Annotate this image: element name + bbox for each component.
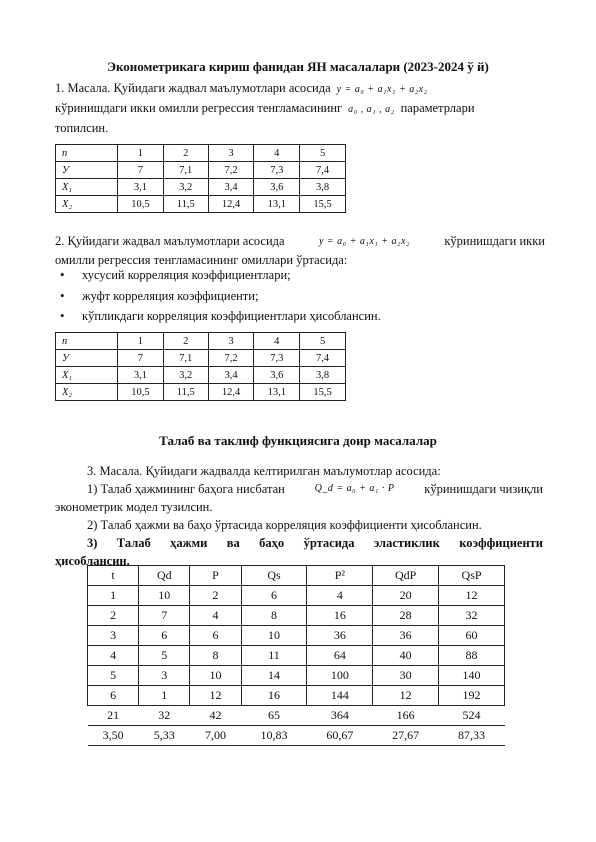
table-cell: 10,83 (241, 726, 307, 746)
table-cell: 3,4 (208, 367, 254, 384)
table-cell: 2 (88, 606, 139, 626)
table-cell: 192 (439, 686, 505, 706)
table-cell: 3,6 (254, 179, 300, 196)
table-cell: 6 (88, 686, 139, 706)
column-header: QdP (373, 566, 439, 586)
row-header: X₂ (56, 196, 118, 213)
table-cell: 13,1 (254, 384, 300, 401)
table-row (88, 626, 505, 646)
table-cell: 7,1 (163, 162, 208, 179)
problem-2-line-2: омилли регрессия тенгламасининг омиллари ўртасида: (55, 253, 348, 267)
table-cell: 16 (241, 686, 307, 706)
table-cell: 3,50 (88, 726, 139, 746)
row-header: У (56, 162, 118, 179)
parameters-formula: a₀ , a₁ , a₂ (348, 104, 395, 115)
table-cell: 3,8 (300, 179, 346, 196)
row-header: n (56, 333, 118, 350)
problem-3-text (55, 462, 543, 570)
table-cell: 7 (118, 350, 164, 367)
table-cell: 12 (373, 686, 439, 706)
table-cell: 13,1 (254, 196, 300, 213)
table-cell: 5 (139, 646, 190, 666)
data-table-1 (55, 144, 346, 213)
problem-3-line-3: эконометрик модел тузилсин. (55, 500, 213, 514)
table-cell: 20 (373, 586, 439, 606)
column-header: t (88, 566, 139, 586)
table-cell: 3,1 (118, 367, 164, 384)
column-header: Qs (241, 566, 307, 586)
problem-3-line-5: 3) Талаб ҳажми ва баҳо ўртасида эластиклик коэффициенти (87, 536, 543, 550)
table-cell: 3,6 (254, 367, 300, 384)
table-cell: 36 (373, 626, 439, 646)
table-cell: 7 (139, 606, 190, 626)
problem-1-line-2: кўринишдаги икки омилли регрессия тенгламасининг a₀ , a₁ , a₂ параметрлари (55, 101, 475, 115)
table-cell: 524 (439, 706, 505, 726)
table-cell: 3,1 (118, 179, 164, 196)
table-row (56, 145, 346, 162)
column-header: Qd (139, 566, 190, 586)
table-cell: 4 (254, 145, 300, 162)
table-cell: 12,4 (208, 196, 254, 213)
table-cell: 15,5 (300, 384, 346, 401)
table-cell: 8 (190, 646, 241, 666)
table-cell: 14 (241, 666, 307, 686)
table-cell: 6 (139, 626, 190, 646)
table-cell: 87,33 (439, 726, 505, 746)
table-cell: 36 (307, 626, 373, 646)
table-cell: 30 (373, 666, 439, 686)
table-row (56, 162, 346, 179)
table-cell: 3 (139, 666, 190, 686)
demand-formula: Q_d = a₀ + a₁ · P (314, 483, 395, 494)
table-cell: 6 (241, 586, 307, 606)
table-cell: 21 (88, 706, 139, 726)
table-cell: 32 (439, 606, 505, 626)
table-cell: 60 (439, 626, 505, 646)
bullet-item: • кўпликдаги корреляция коэффициентлари ҳисоблансин. (60, 306, 381, 327)
table-cell: 7,2 (208, 350, 254, 367)
table-cell: 4 (307, 586, 373, 606)
table-cell: 40 (373, 646, 439, 666)
table-row (88, 586, 505, 606)
table-cell: 10 (241, 626, 307, 646)
table-cell: 28 (373, 606, 439, 626)
table-cell: 10 (139, 586, 190, 606)
section-title: Талаб ва таклиф функциясига доир масалалар (159, 433, 437, 448)
data-table-2 (55, 332, 346, 401)
table-cell: 42 (190, 706, 241, 726)
table-cell: 88 (439, 646, 505, 666)
table-cell: 2 (163, 145, 208, 162)
table-cell: 10 (190, 666, 241, 686)
table-cell: 4 (88, 646, 139, 666)
regression-formula-2: y = a₀ + a₁x₁ + a₂x₂ (318, 236, 410, 247)
table-cell: 5,33 (139, 726, 190, 746)
table-cell: 10,5 (118, 384, 164, 401)
table-cell: 144 (307, 686, 373, 706)
problem-3-line-2: 1) Талаб ҳажмининг баҳога нисбатан Q_d = a₀ + a₁ · P кўринишдаги чизиқли (87, 482, 543, 496)
table-cell: 27,67 (373, 726, 439, 746)
table-cell: 32 (139, 706, 190, 726)
table-cell: 7,00 (190, 726, 241, 746)
table-cell: 6 (190, 626, 241, 646)
table-row (56, 384, 346, 401)
table-cell: 3 (208, 145, 254, 162)
table-cell: 60,67 (307, 726, 373, 746)
table-cell: 7,3 (254, 162, 300, 179)
problem-1-line-1: 1. Масала. Қуйидаги жадвал маълумотлари асосида y = a₀ + a₁x₁ + a₂x₂ (55, 81, 428, 95)
table-cell: 64 (307, 646, 373, 666)
table-row (56, 196, 346, 213)
problem-2-line-1: 2. Қуйидаги жадвал маълумотлари асосида y = a₀ + a₁x₁ + a₂x₂ кўринишдаги икки (55, 232, 545, 251)
table-cell: 16 (307, 606, 373, 626)
table-cell: 7 (118, 162, 164, 179)
table-cell: 3 (208, 333, 254, 350)
problem-1-line-3: топилсин. (55, 121, 109, 135)
row-header: X₁ (56, 367, 118, 384)
column-header: P² (307, 566, 373, 586)
bullet-list (60, 265, 381, 327)
table-cell: 1 (139, 686, 190, 706)
table-cell: 8 (241, 606, 307, 626)
table-cell: 1 (118, 333, 164, 350)
table-cell: 12 (439, 586, 505, 606)
table-header-row (88, 566, 505, 586)
demand-supply-table (87, 565, 505, 746)
row-header: n (56, 145, 118, 162)
table-cell: 100 (307, 666, 373, 686)
table-cell: 5 (300, 333, 346, 350)
table-cell: 12 (190, 686, 241, 706)
table-cell: 7,4 (300, 350, 346, 367)
table-row (56, 179, 346, 196)
table-cell: 11 (241, 646, 307, 666)
problem-1-text (55, 79, 545, 138)
table-cell: 11,5 (163, 384, 208, 401)
table-cell: 166 (373, 706, 439, 726)
table-cell: 4 (254, 333, 300, 350)
table-cell: 12,4 (208, 384, 254, 401)
table-cell: 7,2 (208, 162, 254, 179)
table-cell: 3,4 (208, 179, 254, 196)
table-cell: 15,5 (300, 196, 346, 213)
table-row (56, 333, 346, 350)
table-cell: 364 (307, 706, 373, 726)
page-title: Эконометрикага кириш фанидан ЯН масалалари (2023-2024 ў й) (107, 59, 489, 74)
totals-row (88, 706, 505, 726)
table-cell: 4 (190, 606, 241, 626)
averages-row (88, 726, 505, 746)
table-cell: 140 (439, 666, 505, 686)
row-header: X₂ (56, 384, 118, 401)
row-header: X₁ (56, 179, 118, 196)
table-row (56, 367, 346, 384)
column-header: QsP (439, 566, 505, 586)
table-cell: 10,5 (118, 196, 164, 213)
table-row (88, 606, 505, 626)
bullet-item: • хусусий корреляция коэффициентлари; (60, 265, 381, 286)
table-row (88, 646, 505, 666)
table-cell: 3 (88, 626, 139, 646)
problem-3-line-4: 2) Талаб ҳажми ва баҳо ўртасида корреляция коэффициенти ҳисоблансин. (87, 518, 482, 532)
bullet-item: • жуфт корреляция коэффициенти; (60, 286, 381, 307)
table-cell: 2 (190, 586, 241, 606)
table-cell: 7,1 (163, 350, 208, 367)
problem-3-line-1: 3. Масала. Қуйидаги жадвалда келтирилган маълумотлар асосида: (87, 464, 441, 478)
table-cell: 7,3 (254, 350, 300, 367)
column-header: P (190, 566, 241, 586)
table-row (88, 686, 505, 706)
table-cell: 65 (241, 706, 307, 726)
table-cell: 7,4 (300, 162, 346, 179)
table-row (88, 666, 505, 686)
table-cell: 1 (88, 586, 139, 606)
table-cell: 3,8 (300, 367, 346, 384)
table-cell: 3,2 (163, 367, 208, 384)
table-cell: 3,2 (163, 179, 208, 196)
row-header: У (56, 350, 118, 367)
table-cell: 5 (88, 666, 139, 686)
problem-3-line-6: ҳисоблансин. (55, 554, 130, 568)
table-cell: 2 (163, 333, 208, 350)
table-row (56, 350, 346, 367)
regression-formula: y = a₀ + a₁x₁ + a₂x₂ (336, 84, 428, 95)
table-cell: 11,5 (163, 196, 208, 213)
table-cell: 1 (118, 145, 164, 162)
table-cell: 5 (300, 145, 346, 162)
